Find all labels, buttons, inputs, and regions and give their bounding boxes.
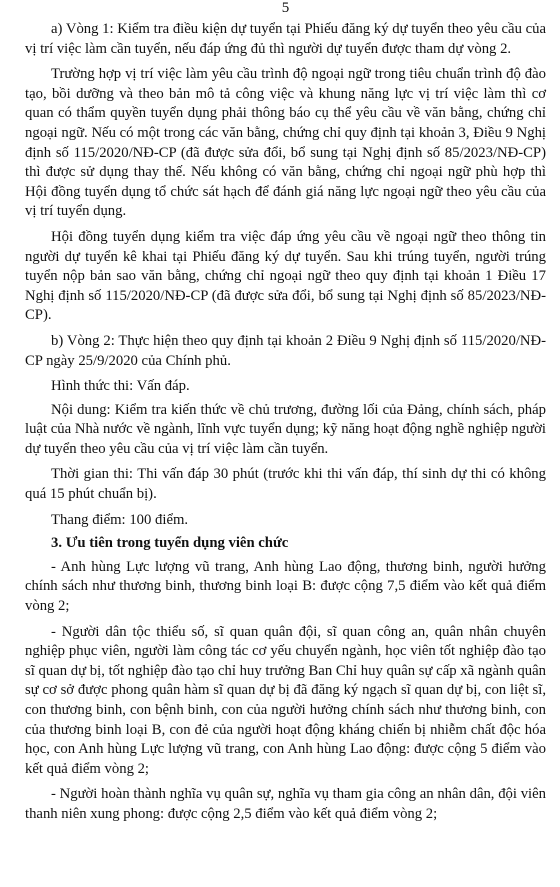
paragraph-council-check: Hội đồng tuyển dụng kiểm tra việc đáp ứng yêu cầu về ngoại ngữ theo thông tin người dự tuyển kê khai tại Phiếu đăng ký dự tuyển. Sau khi trúng tuyển, người trúng tuyển nộp bản sao văn bằng, chứng chỉ ngoại ngữ theo quy định tại khoản 1 Điều 17 Nghị định số 115/2020/NĐ-CP (đã được sửa đổi, bổ sung tại Nghị định số 85/2023/NĐ-CP). — [25, 228, 546, 324]
paragraph-round-2: b) Vòng 2: Thực hiện theo quy định tại khoản 2 Điều 9 Nghị định số 115/2020/NĐ-CP ngày 25/9/2020 của Chính phủ. — [25, 332, 546, 369]
paragraph-exam-content: Nội dung: Kiểm tra kiến thức về chủ trương, đường lối của Đảng, chính sách, pháp luật của Nhà nước về ngành, lĩnh vực tuyển dụng; kỹ năng hoạt động nghề nghiệp người dự tuyển theo yêu cầu của vị trí việc làm cần tuyển. — [25, 401, 546, 457]
section-heading-priority: 3. Ưu tiên trong tuyển dụng viên chức — [51, 535, 289, 552]
paragraph-exam-time: Thời gian thi: Thi vấn đáp 30 phút (trước khi thi vấn đáp, thí sinh dự thi có không quá 15 phút chuẩn bị). — [25, 466, 546, 503]
priority-item: - Người dân tộc thiểu số, sĩ quan quân đội, sĩ quan công an, quân nhân chuyên nghiệp phục viên, người làm công tác cơ yếu chuyển ngành, học viên tốt nghiệp đào tạo sĩ quan dự bị, tốt nghiệp đào tạo chỉ huy trưởng Ban Chỉ huy quân sự cấp xã ngành quân sự cơ sở được phong quân hàm sĩ quan dự bị đã đăng ký ngạch sĩ quan dự bị, con liệt sĩ, con thương binh, con bệnh binh, con của người hưởng chính sách như thương binh, con của thương binh loại B, con đẻ của người hoạt động kháng chiến bị nhiễm chất độc hóa học, con Anh hùng Lực lượng vũ trang, con Anh hùng Lao động: được cộng 5 điểm vào kết quả điểm vòng 2; — [25, 623, 546, 777]
paragraph-score-scale: Thang điểm: 100 điểm. — [51, 511, 189, 528]
priority-item: - Anh hùng Lực lượng vũ trang, Anh hùng Lao động, thương binh, người hưởng chính sách như thương binh, thương binh loại B: được cộng 7,5 điểm vào kết quả điểm vòng 2; — [25, 558, 546, 615]
page-number: 5 — [281, 0, 290, 16]
paragraph-round-1: a) Vòng 1: Kiểm tra điều kiện dự tuyển tại Phiếu đăng ký dự tuyển theo yêu cầu của vị trí việc làm cần tuyển, nếu đáp ứng đủ thì người dự tuyển được tham dự vòng 2. — [25, 21, 546, 57]
paragraph-foreign-language-requirement: Trường hợp vị trí việc làm yêu cầu trình độ ngoại ngữ trong tiêu chuẩn trình độ đào tạo, bồi dưỡng và theo bản mô tả công việc và khung năng lực vị trí việc làm thì cơ quan có thẩm quyền tuyển dụng phải thông báo cụ thể yêu cầu về văn bằng, chứng chỉ ngoại ngữ. Nếu có một trong các văn bằng, chứng chỉ quy định tại khoản 3, Điều 9 Nghị định số 115/2020/NĐ-CP (đã được sửa đổi, bổ sung tại Nghị định số 85/2023/NĐ-CP) thì được sử dụng thay thế. Nếu không có văn bằng, chứng chỉ ngoại ngữ phù hợp thì Hội đồng tuyển dụng tổ chức sát hạch để đánh giá năng lực ngoại ngữ theo yêu cầu của vị trí tuyển dụng. — [25, 66, 546, 220]
priority-item: - Người hoàn thành nghĩa vụ quân sự, nghĩa vụ tham gia công an nhân dân, đội viên thanh niên xung phong: được cộng 2,5 điểm vào kết quả điểm vòng 2; — [25, 786, 546, 822]
paragraph-exam-format: Hình thức thi: Vấn đáp. — [51, 378, 190, 395]
